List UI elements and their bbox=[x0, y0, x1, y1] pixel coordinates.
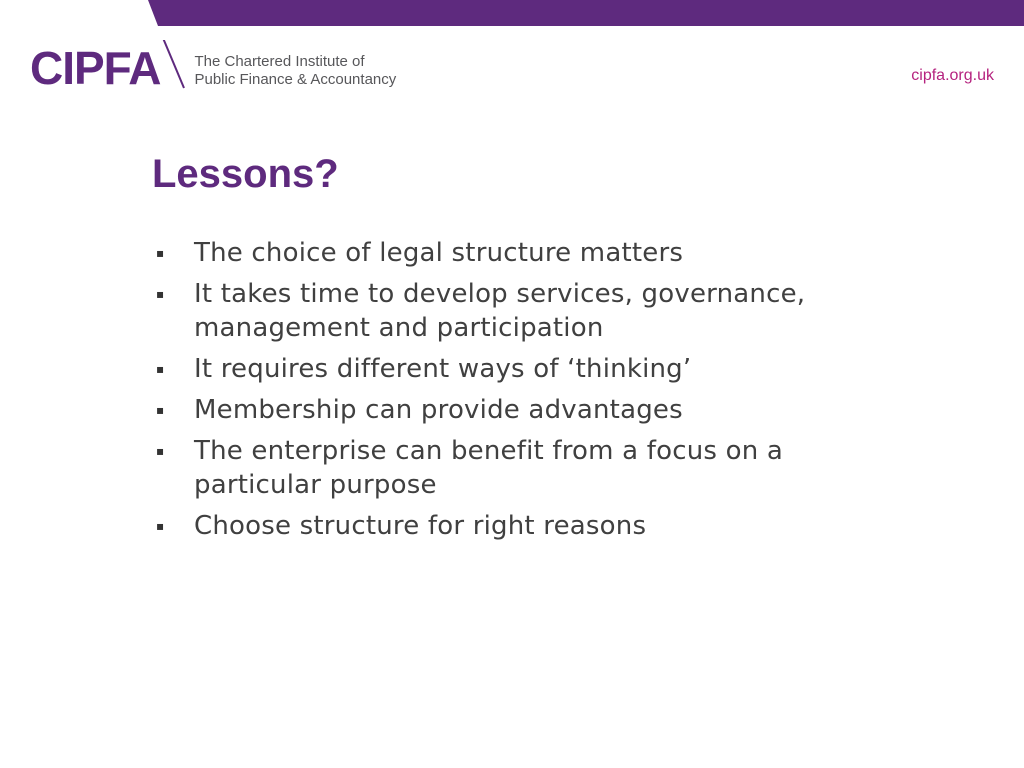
bullet-text: Choose structure for right reasons bbox=[194, 511, 647, 541]
square-bullet-icon: ▪ bbox=[156, 287, 165, 301]
bullet-text: It takes time to develop services, governance, management and participation bbox=[194, 279, 806, 343]
bullet-text: It requires different ways of ‘thinking’ bbox=[194, 354, 692, 384]
bullet-text: The choice of legal structure matters bbox=[194, 238, 684, 268]
square-bullet-icon: ▪ bbox=[156, 444, 165, 458]
logo-tagline-line-2: Public Finance & Accountancy bbox=[194, 71, 397, 88]
logo-tagline bbox=[194, 53, 396, 89]
square-bullet-icon: ▪ bbox=[156, 519, 165, 533]
site-url-link[interactable]: cipfa.org.uk bbox=[911, 67, 994, 84]
square-bullet-icon: ▪ bbox=[156, 403, 165, 417]
logo-wordmark: CIPFA bbox=[30, 42, 161, 94]
slide-title: Lessons? bbox=[152, 152, 339, 196]
bullet-item bbox=[156, 434, 876, 502]
top-purple-band bbox=[0, 0, 1024, 26]
bullet-text: The enterprise can benefit from a focus on a particular purpose bbox=[194, 436, 783, 500]
square-bullet-icon: ▪ bbox=[156, 362, 165, 376]
top-band-shape bbox=[148, 0, 1024, 26]
cipfa-logo bbox=[30, 40, 396, 96]
logo-tagline-line-1: The Chartered Institute of bbox=[194, 53, 365, 70]
square-bullet-icon: ▪ bbox=[156, 246, 165, 260]
bullet-item bbox=[156, 393, 876, 427]
bullet-item bbox=[156, 352, 876, 386]
bullet-item bbox=[156, 236, 876, 270]
bullet-text: Membership can provide advantages bbox=[194, 395, 683, 425]
bullet-item bbox=[156, 509, 876, 543]
logo-divider-line bbox=[160, 40, 190, 96]
bullet-item bbox=[156, 277, 876, 345]
bullet-list bbox=[156, 236, 876, 550]
